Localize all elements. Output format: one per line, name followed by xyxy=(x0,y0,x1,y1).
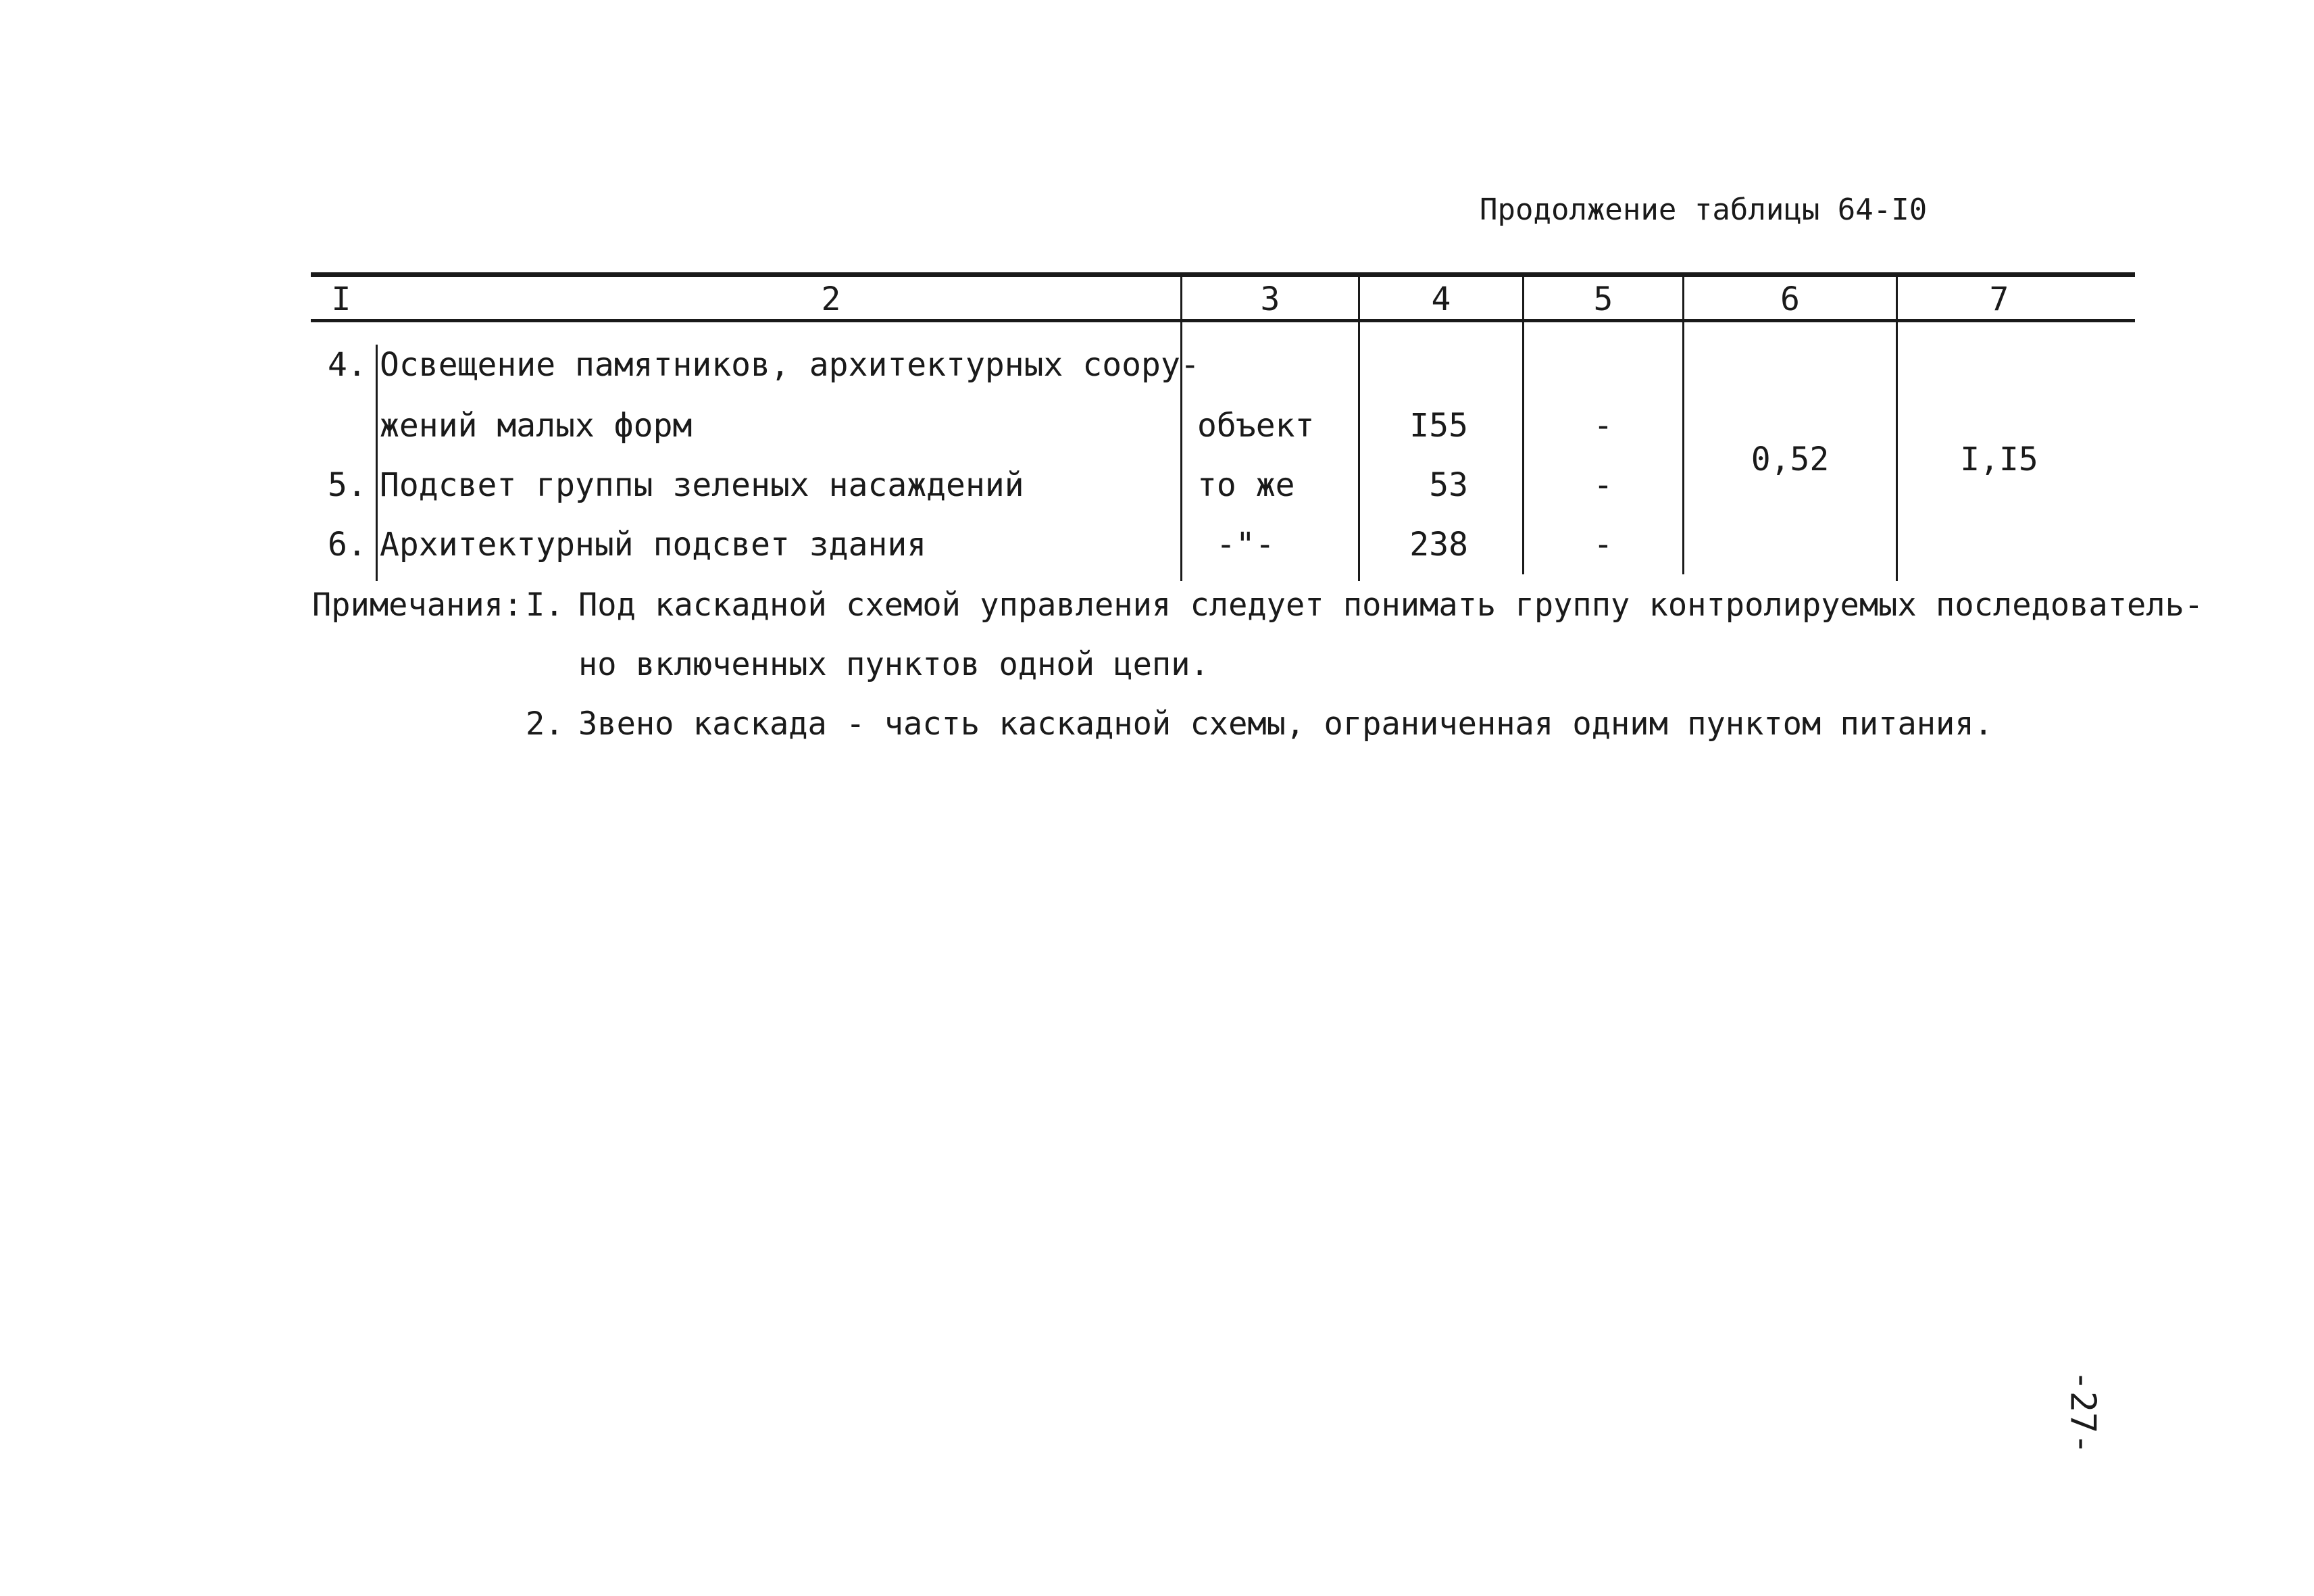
table-caption: Продолжение таблицы 64-I0 xyxy=(1480,193,1928,227)
header-col-4: 4 xyxy=(1431,280,1451,318)
row-6-qty: 238 xyxy=(1409,526,1468,564)
merged-col7-value: I,I5 xyxy=(1960,441,2038,478)
note-1-number: I. xyxy=(526,587,564,624)
row-6-unit: -"- xyxy=(1216,526,1275,564)
row-5-qty: 53 xyxy=(1429,466,1468,504)
note-2-number: 2. xyxy=(526,705,564,743)
header-col-7: 7 xyxy=(1989,280,2009,318)
row-4-col5: - xyxy=(1593,407,1613,445)
row-6-col5: - xyxy=(1593,526,1613,564)
table-header-rule xyxy=(311,319,2135,322)
row-4-qty: I55 xyxy=(1409,407,1468,445)
table-top-rule xyxy=(311,272,2135,277)
row-number-divider xyxy=(376,345,378,581)
column-divider xyxy=(1180,277,1182,581)
row-5-number: 5. xyxy=(328,466,367,504)
header-col-1: I xyxy=(331,280,351,318)
row-5-col5: - xyxy=(1593,466,1613,504)
header-col-5: 5 xyxy=(1593,280,1613,318)
column-divider xyxy=(1896,277,1898,581)
note-1-line2: но включенных пунктов одной цепи. xyxy=(578,646,1209,683)
row-5-unit: то же xyxy=(1197,466,1295,504)
row-4-text-line2: жений малых форм xyxy=(380,407,693,445)
page-number: -27- xyxy=(2062,1370,2103,1455)
note-1-line1: Под каскадной схемой управления следует понимать группу контролируемых последователь- xyxy=(578,587,2204,624)
row-4-text-line1: Освещение памятников, архитектурных соору- xyxy=(380,346,1200,384)
row-5-text: Подсвет группы зеленых насаждений xyxy=(380,466,1024,504)
note-2-text: Звено каскада - часть каскадной схемы, ограниченная одним пунктом питания. xyxy=(578,705,1993,743)
row-6-text: Архитектурный подсвет здания xyxy=(380,526,927,564)
header-col-3: 3 xyxy=(1260,280,1280,318)
header-col-2: 2 xyxy=(821,280,841,318)
notes-label: Примечания: xyxy=(312,587,523,624)
merged-col6-value: 0,52 xyxy=(1751,441,1830,478)
row-4-number: 4. xyxy=(328,346,367,384)
column-divider xyxy=(1682,277,1684,574)
row-4-unit: объект xyxy=(1197,407,1315,445)
header-col-6: 6 xyxy=(1780,280,1800,318)
row-6-number: 6. xyxy=(328,526,367,564)
